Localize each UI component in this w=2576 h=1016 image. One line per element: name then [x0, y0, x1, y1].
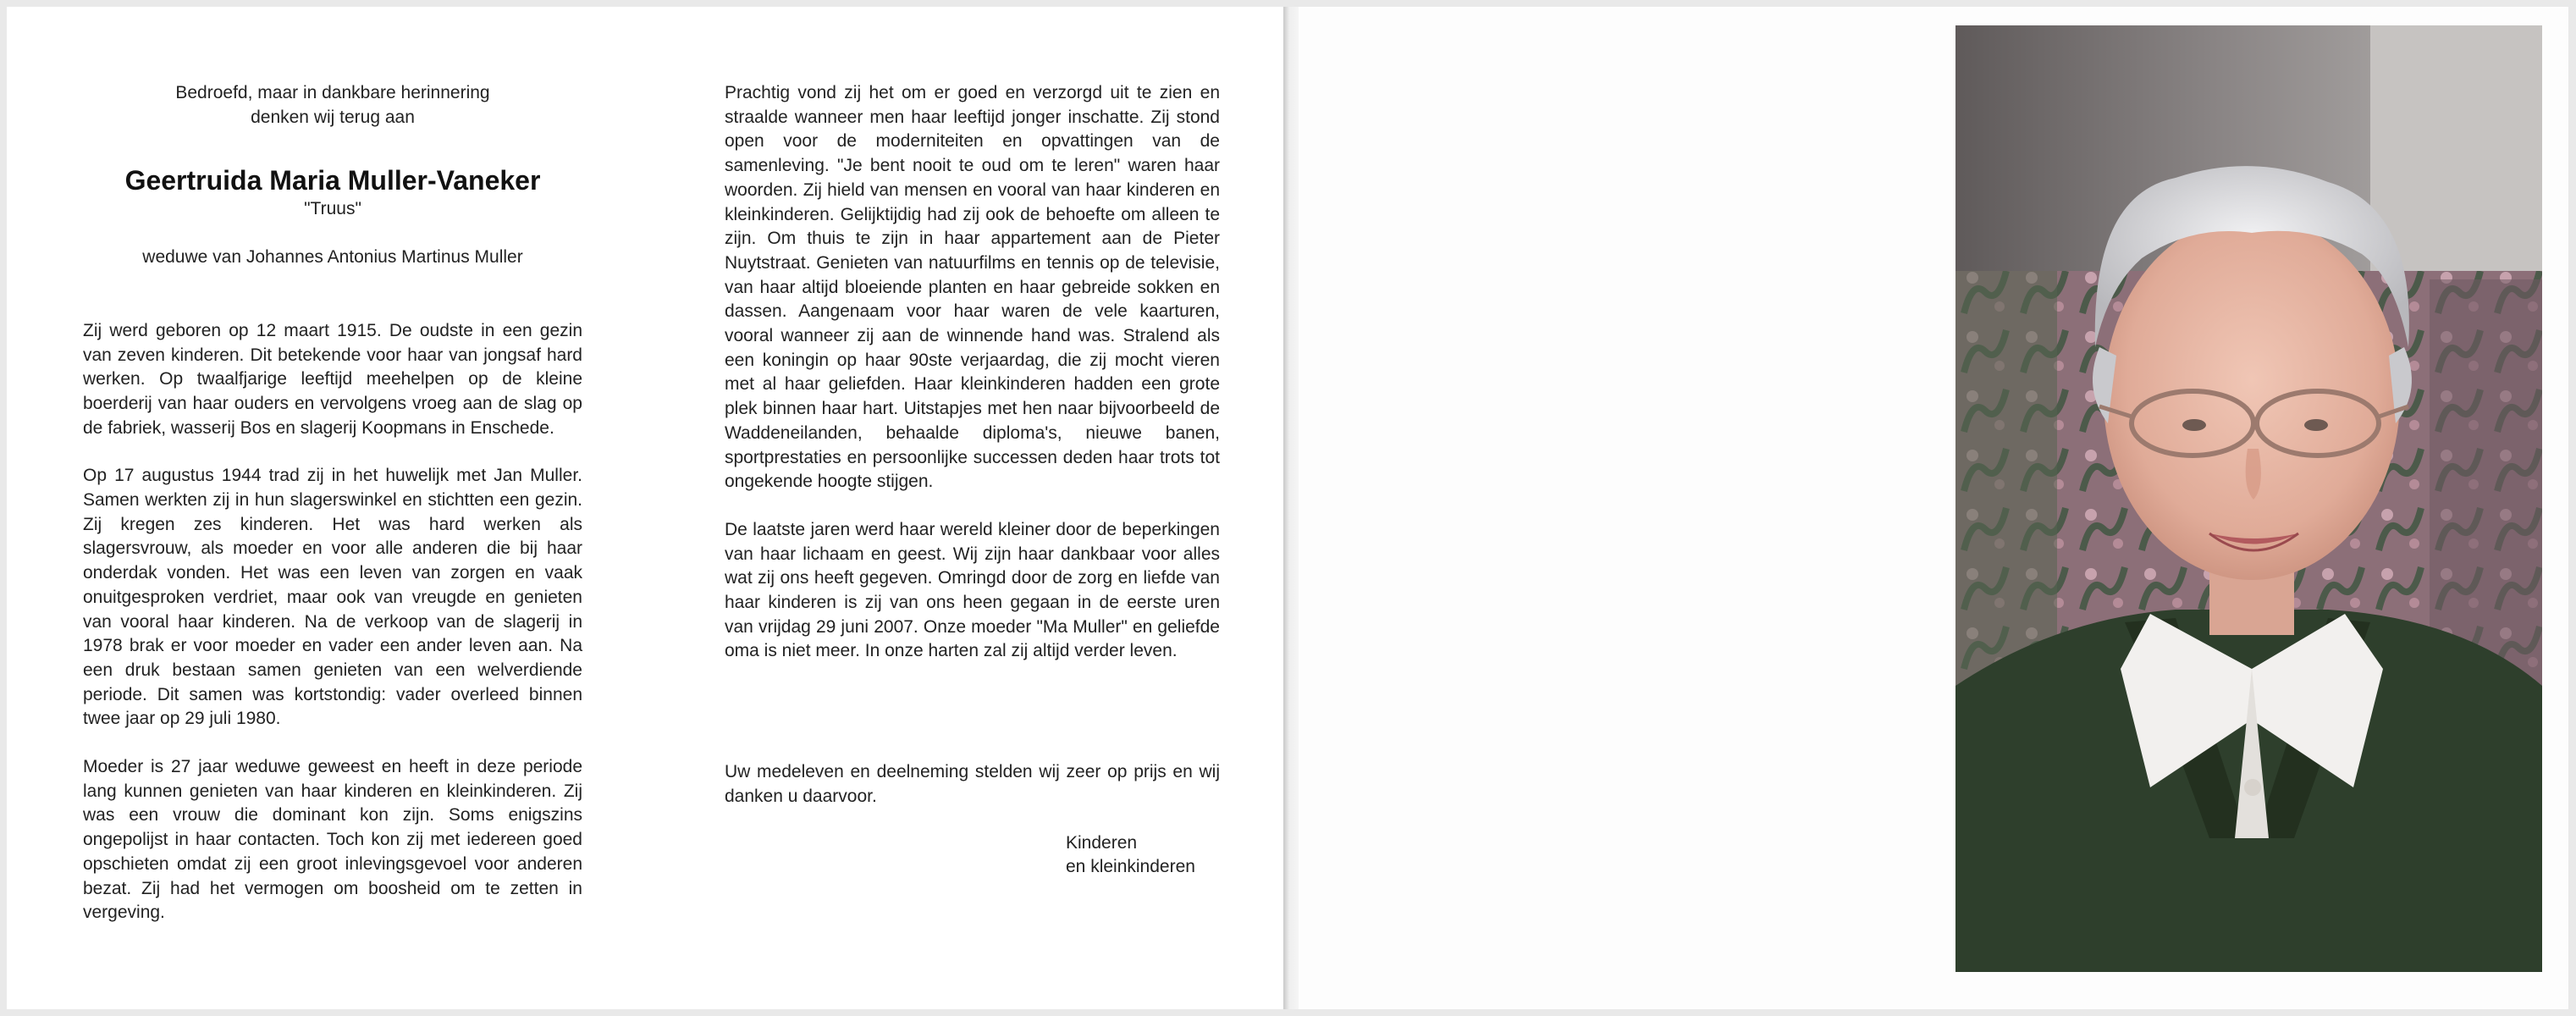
- bio-paragraph: Op 17 augustus 1944 trad zij in het huwelijk met Jan Muller. Samen werkten zij in hun slagerswinkel en stichtten een gezin. Zij kregen zes kinderen. Het was hard werken als slagersvrouw, als moeder en voor alle anderen die bij haar onderdak vonden. Het was een leven van zorgen en vaak onuitgesproken verdriet, maar ook van vreugde en genieten van vooral haar kinderen. Na de verkoop van de slagerij in 1978 brak er voor moeder en vader een ander leven aan. Na een druk bestaan samen genieten van een welverdiende periode. Dit samen was kortstondig: vader overleed binnen twee jaar op 29 juli 1980.: [83, 466, 582, 729]
- bio-paragraph: De laatste jaren werd haar wereld kleiner door de beperkingen van haar lichaam en geest. Wij zijn haar dankbaar voor alles wat zij ons heeft gegeven. Omringd door de zorg en liefde van haar kinderen is zij van ons heen gegaan in de eerste uren van vrijdag 29 juni 2007. Onze moeder "Ma Muller" en geliefde oma is niet meer. In onze harten zal zij altijd verder leven.: [725, 519, 1220, 661]
- signature: Kinderen en kleinkinderen: [1066, 832, 1195, 877]
- deceased-name: Geertruida Maria Muller-Vaneker: [124, 165, 541, 196]
- right-text-column: [725, 81, 1220, 880]
- bio-paragraph: Prachtig vond zij het om er goed en verzorgd uit te zien en straalde wanneer men haar leeftijd jonger inschatte. Zij stond open voor de moderniteiten en opvattingen van de samenleving. "Je bent nooit te oud om te leren" waren haar woorden. Zij hield van mensen en vooral van haar kinderen en kleinkinderen. Gelijktijdig had zij ook de behoefte om alleen te zijn. Om thuis te zijn in haar appartement aan de Pieter Nuytstraat. Genieten van natuurfilms en tennis op de televisie, van haar altijd bloeiende planten en haar gebreide sokken en dassen. Aangenaam voor haar waren de vele kaarturen, vooral wanneer zij aan de winnende hand was. Stralend als een koningin op haar 90ste verjaardag, die zij mocht vieren met al haar geliefden. Haar kleinkinderen hadden een grote plek binnen haar hart. Uitstapjes met hen naar bijvoorbeeld de Waddeneilanden, behaalde diploma's, nieuwe banen, sportprestaties en persoonlijke successen deden haar trots tot ongekende hoogte stijgen.: [725, 83, 1220, 492]
- card-fold: [1283, 7, 1299, 1009]
- card-inner-page: [7, 7, 1285, 1009]
- bio-paragraph: Zij werd geboren op 12 maart 1915. De oudste in een gezin van zeven kinderen. Dit betekende voor haar van jongsaf hard werken. Op twaalfjarige leeftijd meehelpen op de kleine boerderij van haar ouders en vervolgens vroeg aan de slag op de fabriek, wasserij Bos en slagerij Koopmans in Enschede.: [83, 320, 582, 438]
- thanks-text: Uw medeleven en deelneming stelden wij zeer op prijs en wij danken u daarvoor.: [725, 762, 1220, 806]
- nickname: "Truus": [304, 199, 361, 219]
- intro-text: Bedroefd, maar in dankbare herinnering denken wij terug aan: [175, 83, 490, 127]
- widow-line: weduwe van Johannes Antonius Martinus Muller: [142, 247, 523, 268]
- portrait-photo: [1955, 25, 2542, 972]
- announcement-block: [83, 81, 582, 270]
- left-text-column: [83, 81, 582, 925]
- bio-paragraph: Moeder is 27 jaar weduwe geweest en heeft in deze periode lang kunnen genieten van haar kinderen en kleinkinderen. Zij was een vrouw die dominant kon zijn. Soms enigszins ongepolijst in haar contacten. Toch kon zij met iedereen goed opschieten omdat zij een groot inlevingsgevoel voor anderen bezat. Zij had het vermogen om boosheid om te zetten in vergeving.: [83, 757, 582, 923]
